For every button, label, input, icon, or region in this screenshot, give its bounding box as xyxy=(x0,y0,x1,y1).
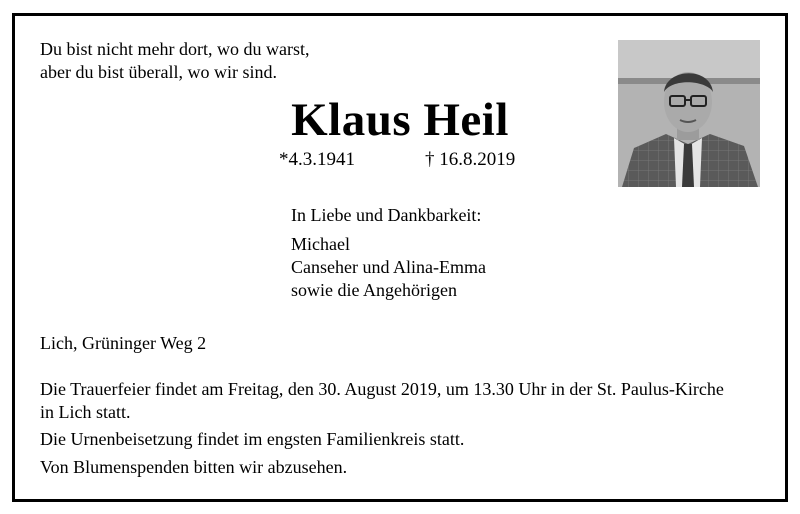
ceremony-line: Die Trauerfeier findet am Freitag, den 30. August 2019, um 13.30 Uhr in der St. Paulus-Kirche xyxy=(40,379,724,399)
flower-donation-notice: Von Blumenspenden bitten wir abzusehen. xyxy=(40,457,348,477)
mourner-name: Canseher und Alina-Emma xyxy=(291,257,486,277)
family-address: Lich, Grüninger Weg 2 xyxy=(40,333,207,353)
mourner-name: Michael xyxy=(291,234,350,254)
mourners-list xyxy=(291,233,486,302)
deceased-name: Klaus Heil xyxy=(291,94,509,146)
death-date: † 16.8.2019 xyxy=(425,149,516,170)
birth-date: *4.3.1941 xyxy=(279,149,355,170)
mourners-heading: In Liebe und Dankbarkeit: xyxy=(291,205,482,225)
motto-line: Du bist nicht mehr dort, wo du warst, xyxy=(40,39,310,59)
motto-line: aber du bist überall, wo wir sind. xyxy=(40,62,277,82)
portrait-photo xyxy=(618,40,760,187)
urn-burial-notice: Die Urnenbeisetzung findet im engsten Familienkreis statt. xyxy=(40,429,465,449)
ceremony-line: in Lich statt. xyxy=(40,402,131,422)
motto-quote xyxy=(40,38,309,84)
mourner-name: sowie die Angehörigen xyxy=(291,280,457,300)
ceremony-notice xyxy=(40,378,724,424)
